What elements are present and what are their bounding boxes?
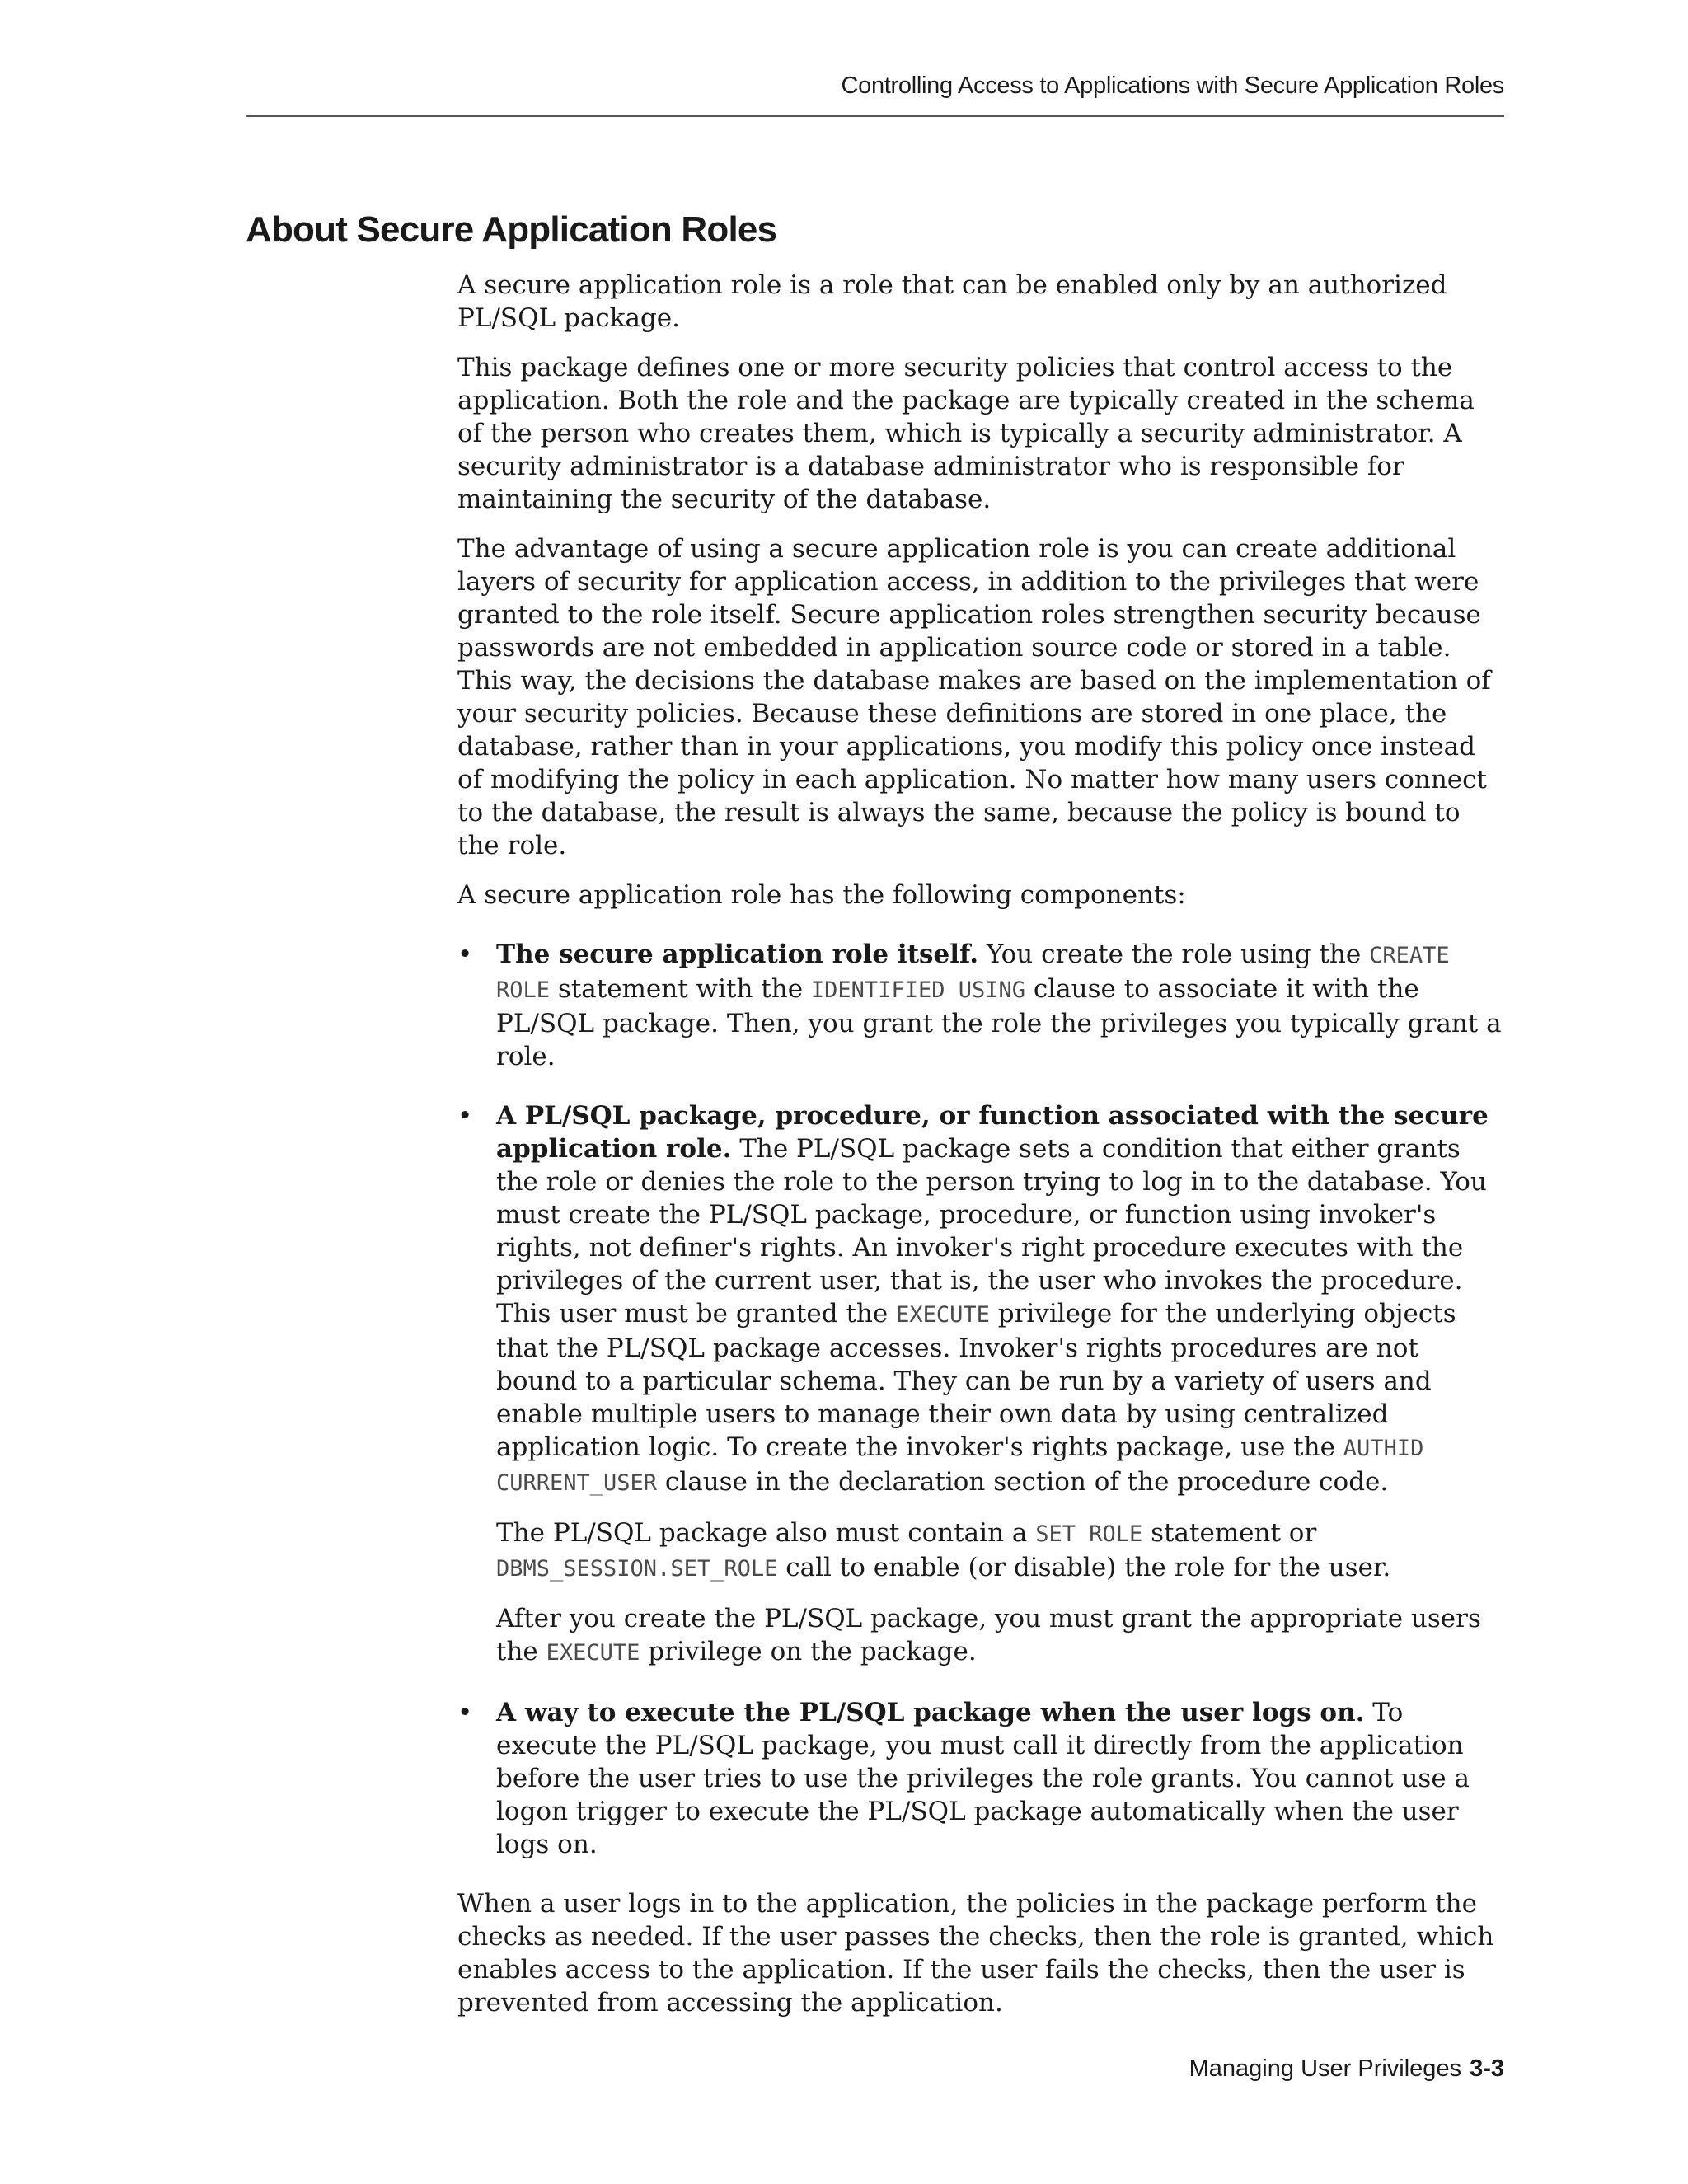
code-keyword: EXECUTE <box>546 1640 640 1666</box>
code-keyword: CREATE ROLE <box>496 943 1450 1003</box>
list-item <box>457 1696 1506 1861</box>
list-item-text: The secure application role itself. You create the role using the CREATE ROLE statement with the IDENTIFIED USING clause to associate it with the PL/SQL package. Then, you grant the role the privileges you typically grant a role. <box>496 940 1502 1071</box>
paragraph: A secure application role is a role that can be enabled only by an authorized PL/SQL package. <box>457 270 1447 333</box>
list-item <box>457 1099 1506 1670</box>
body-text <box>457 269 1506 2036</box>
list-item-subparagraph: The PL/SQL package also must contain a SET ROLE statement or DBMS_SESSION.SET_ROLE call to enable (or disable) the role for the user. <box>496 1518 1391 1582</box>
bullet: • <box>457 1698 473 1727</box>
code-keyword: AUTHID CURRENT_USER <box>496 1436 1424 1496</box>
code-keyword: IDENTIFIED USING <box>810 977 1025 1003</box>
list-item-subparagraph: After you create the PL/SQL package, you must grant the appropriate users the EXECUTE privilege on the package. <box>496 1604 1481 1666</box>
list-item-heading: A way to execute the PL/SQL package when the user logs on. <box>496 1698 1365 1727</box>
code-keyword: SET ROLE <box>1035 1521 1143 1547</box>
paragraph: When a user logs in to the application, the policies in the package perform the checks as needed. If the user passes the checks, then the role is granted, which enables access to the application. If the user fails the checks, then the user is prevented from accessing the application. <box>457 1889 1494 2018</box>
list-item-heading: A PL/SQL package, procedure, or function associated with the secure application role. <box>496 1101 1489 1164</box>
header-rule <box>246 115 1504 117</box>
bullet: • <box>457 1101 473 1131</box>
list-item <box>457 938 1506 1073</box>
list-item-heading: The secure application role itself. <box>496 940 978 969</box>
paragraph: A secure application role has the following components: <box>457 880 1186 910</box>
components-list <box>457 938 1506 1861</box>
paragraph: This package defines one or more security policies that control access to the application. Both the role and the package are typically created in the schema of the person who creates them, which is typically a security administrator. A security administrator is a database administrator who is responsible for maintaining the security of the database. <box>457 353 1475 514</box>
code-keyword: DBMS_SESSION.SET_ROLE <box>496 1556 778 1582</box>
page-footer <box>246 2055 1504 2083</box>
code-keyword: EXECUTE <box>896 1302 990 1328</box>
section-title: About Secure Application Roles <box>246 209 777 250</box>
footer-chapter: Managing User Privileges <box>1189 2055 1462 2082</box>
page-number: 3-3 <box>1470 2055 1504 2082</box>
bullet: • <box>457 940 473 969</box>
list-item-text: A PL/SQL package, procedure, or function associated with the secure application role. The PL/SQL package sets a condition that either grants the role or denies the role to the person trying to log in to the database. You must create the PL/SQL package, procedure, or function using invoker's rights, not definer's rights. An invoker's right procedure executes with the privileges of the current user, that is, the user who invokes the procedure. This user must be granted the EXECUTE privilege for the underlying objects that the PL/SQL package accesses. Invoker's rights procedures are not bound to a particular schema. They can be run by a variety of users and enable multiple users to manage their own data by using centralized application logic. To create the invoker's rights package, use the AUTHID CURRENT_USER clause in the declaration section of the procedure code. <box>496 1101 1489 1497</box>
running-header: Controlling Access to Applications with Secure Application Roles <box>841 73 1504 99</box>
paragraph: The advantage of using a secure application role is you can create additional layers of security for application access, in addition to the privileges that were granted to the role itself. Secure application roles strengthen security because passwords are not embedded in application source code or stored in a table. This way, the decisions the database makes are based on the implementation of your security policies. Because these definitions are stored in one place, the database, rather than in your applications, you modify this policy once instead of modifying the policy in each application. No matter how many users connect to the database, the result is always the same, because the policy is bound to the role. <box>457 534 1491 860</box>
list-item-text: A way to execute the PL/SQL package when the user logs on. To execute the PL/SQL package, you must call it directly from the application before the user tries to use the privileges the role grants. You cannot use a logon trigger to execute the PL/SQL package automatically when the user logs on. <box>496 1698 1470 1859</box>
